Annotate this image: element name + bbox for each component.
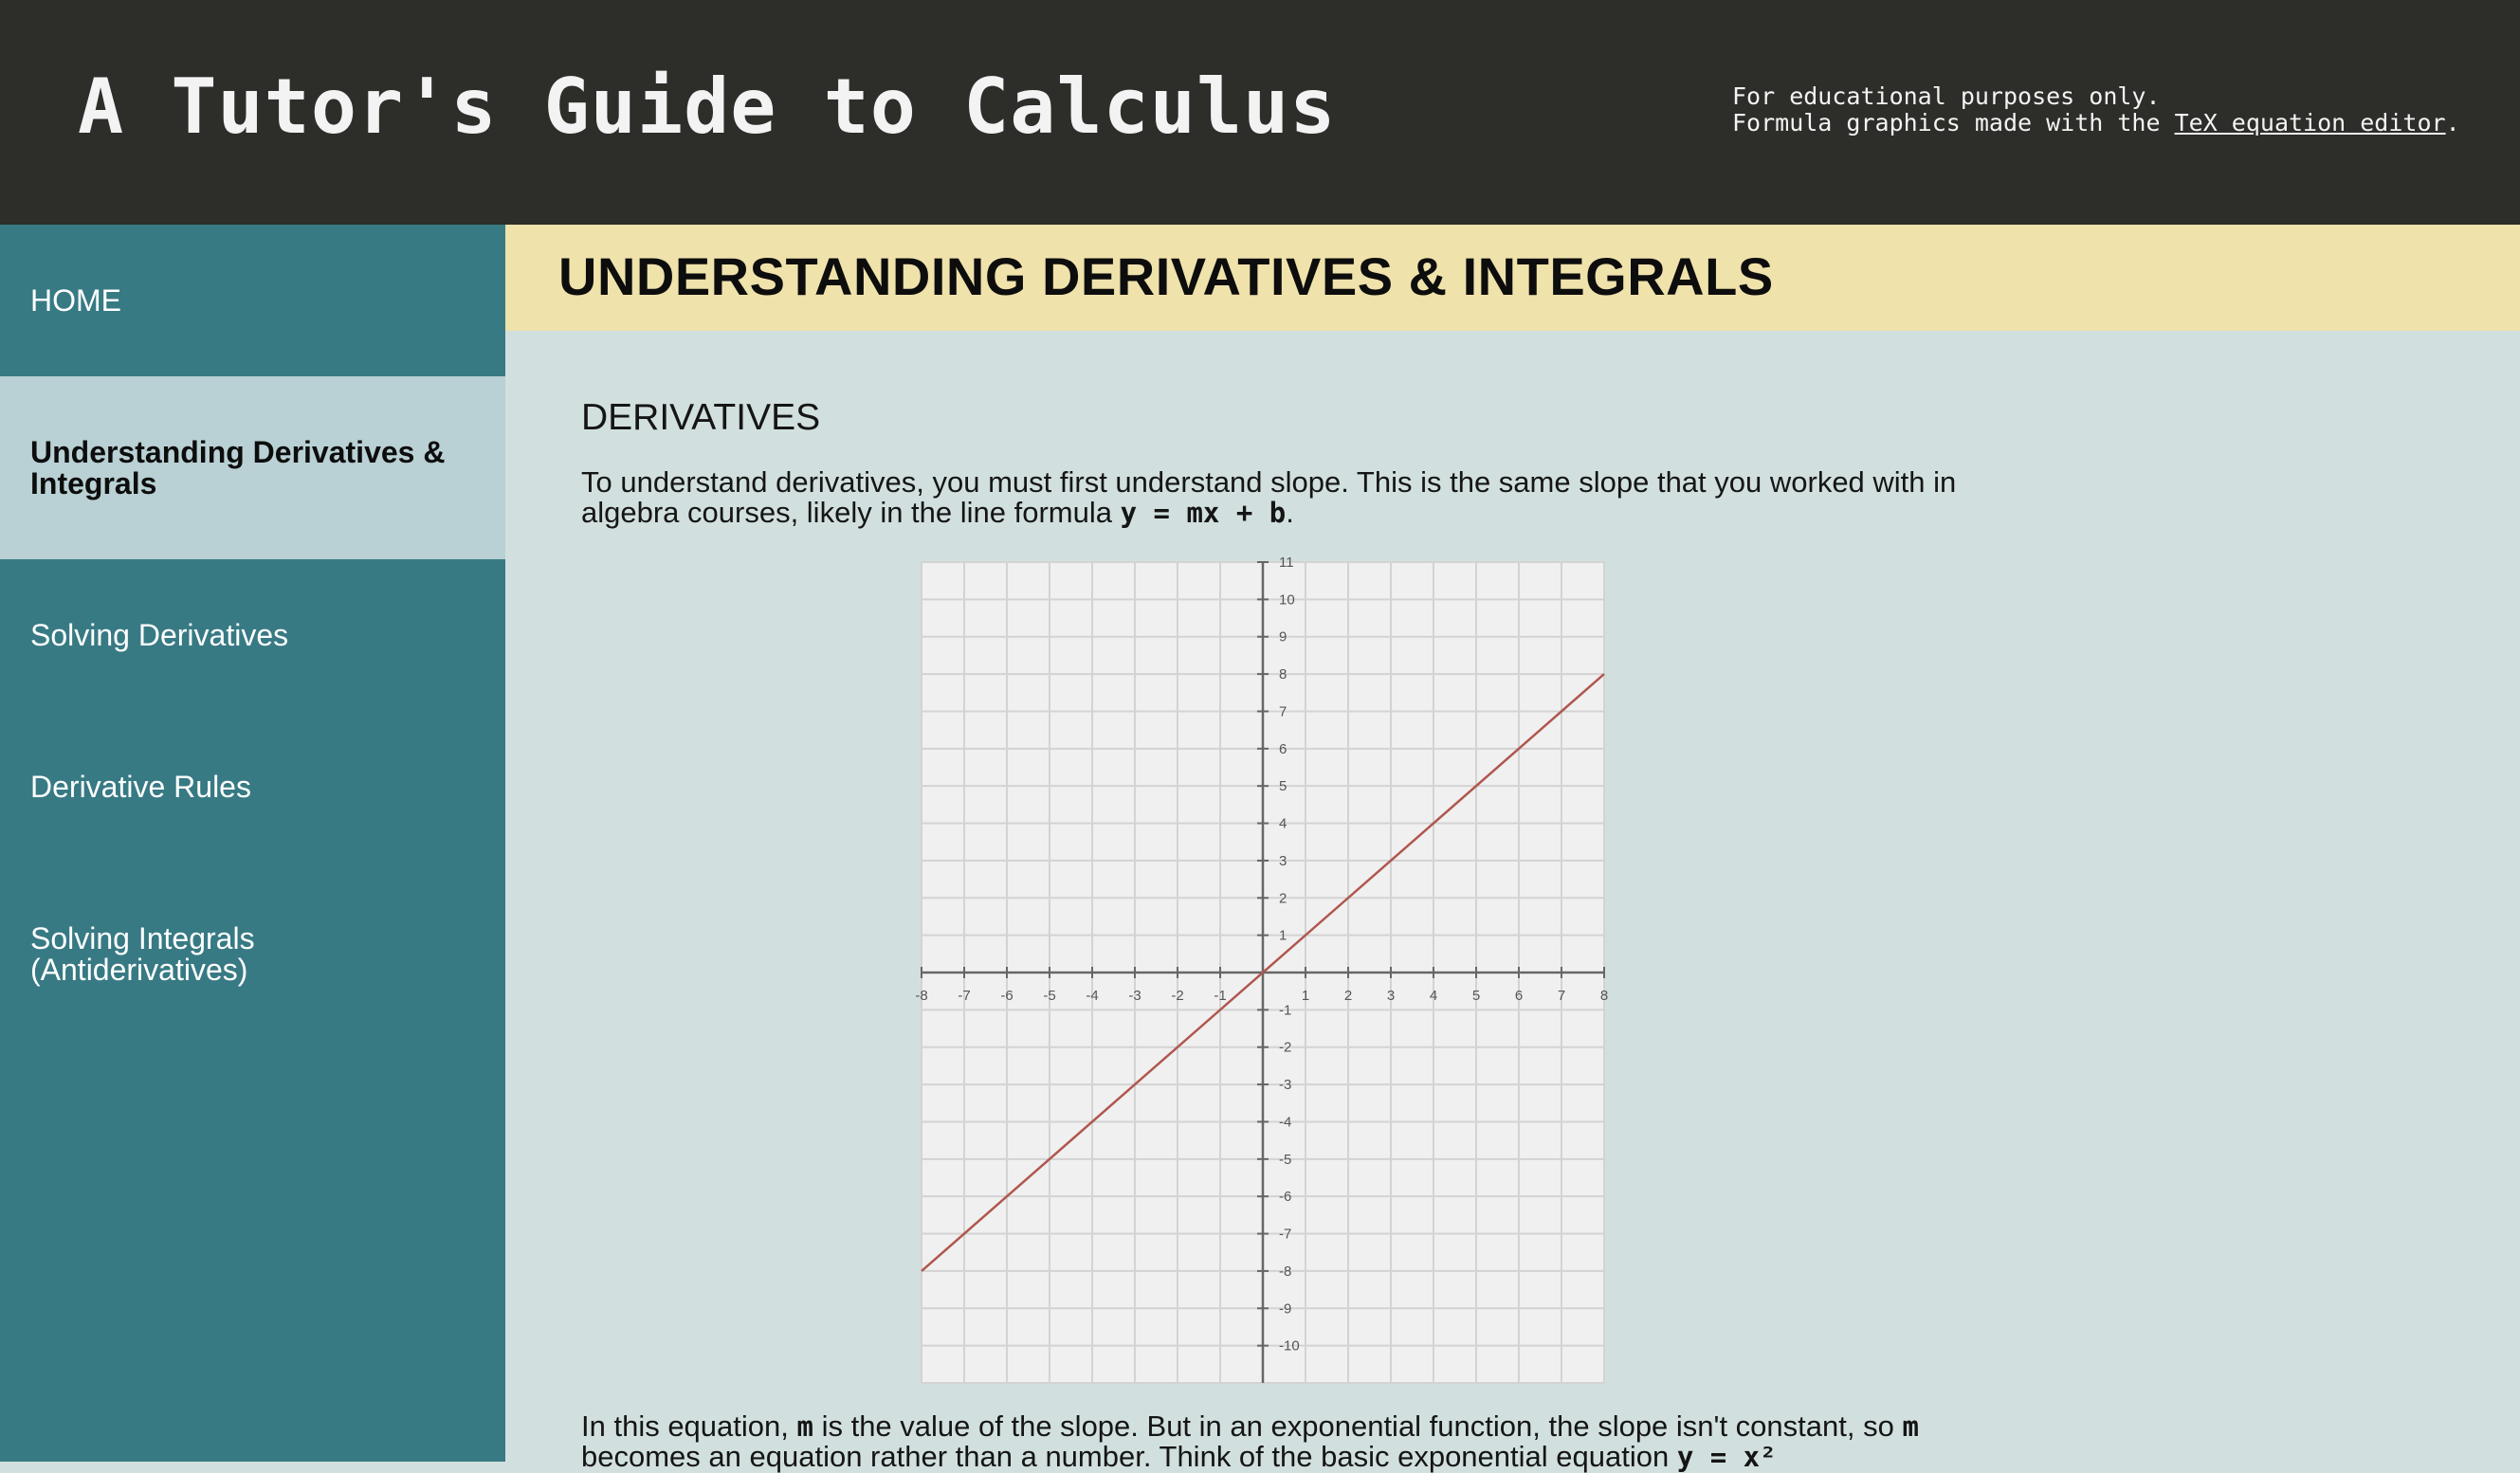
x-tick-label: 5 bbox=[1471, 988, 1481, 1004]
header-note bbox=[1732, 83, 2460, 136]
line-formula: y = mx + b bbox=[1120, 497, 1287, 529]
x-tick-label: 3 bbox=[1386, 988, 1396, 1004]
x-tick-label: 1 bbox=[1301, 988, 1310, 1004]
page-title: UNDERSTANDING DERIVATIVES & INTEGRALS bbox=[558, 246, 1774, 306]
sidebar-item-label: Solving Integrals (Antiderivatives) bbox=[30, 920, 255, 987]
slope-variable-2: m bbox=[1902, 1410, 1919, 1443]
x-tick-label: 6 bbox=[1514, 988, 1524, 1004]
header-note-line2 bbox=[1732, 110, 2460, 136]
sidebar-nav bbox=[0, 225, 505, 1462]
y-tick-label: 4 bbox=[1279, 815, 1287, 832]
sidebar-item-understanding[interactable] bbox=[0, 376, 505, 559]
y-tick-label: 5 bbox=[1279, 778, 1287, 795]
y-tick-label: -10 bbox=[1279, 1337, 1300, 1355]
para2-text-c: becomes an equation rather than a number. Think of the basic exponential equation bbox=[581, 1440, 1677, 1473]
y-tick-label: 7 bbox=[1279, 703, 1287, 720]
sidebar-item-label: Understanding Derivatives & Integrals bbox=[30, 434, 446, 500]
para1-end: . bbox=[1286, 496, 1294, 529]
intro-paragraph bbox=[581, 467, 1965, 528]
sidebar-item-label: HOME bbox=[30, 282, 121, 318]
slope-variable: m bbox=[796, 1410, 813, 1443]
x-tick-label: 2 bbox=[1343, 988, 1353, 1004]
site-title: A Tutor's Guide to Calculus bbox=[78, 63, 1337, 151]
x-tick-label: -8 bbox=[915, 988, 928, 1004]
y-tick-label: -5 bbox=[1279, 1151, 1292, 1168]
y-tick-label: -3 bbox=[1279, 1077, 1292, 1094]
exponential-formula: y = x² bbox=[1676, 1441, 1777, 1473]
sidebar-item-home[interactable] bbox=[0, 225, 505, 376]
sidebar-item-derivative-rules[interactable] bbox=[0, 711, 505, 863]
x-tick-label: -2 bbox=[1171, 988, 1184, 1004]
x-tick-label: -3 bbox=[1128, 988, 1141, 1004]
x-tick-label: -1 bbox=[1214, 988, 1227, 1004]
y-tick-label: 9 bbox=[1279, 628, 1287, 646]
y-tick-label: 10 bbox=[1279, 591, 1295, 609]
header-note-line1: For educational purposes only. bbox=[1732, 82, 2161, 110]
line-graph bbox=[915, 555, 1609, 1383]
tex-editor-link[interactable]: TeX equation editor bbox=[2174, 109, 2446, 136]
y-tick-label: 6 bbox=[1279, 740, 1287, 757]
y-tick-label: -2 bbox=[1279, 1039, 1292, 1056]
y-tick-label: 1 bbox=[1279, 927, 1287, 944]
x-tick-label: 7 bbox=[1557, 988, 1566, 1004]
x-tick-label: -5 bbox=[1043, 988, 1056, 1004]
section-heading: DERIVATIVES bbox=[581, 397, 821, 438]
y-tick-label: 2 bbox=[1279, 890, 1287, 907]
x-tick-label: -7 bbox=[958, 988, 971, 1004]
x-tick-label: 8 bbox=[1599, 988, 1609, 1004]
x-tick-label: 4 bbox=[1429, 988, 1438, 1004]
para1-text: To understand derivatives, you must first understand slope. This is the same slope that you worked with in algebra courses, likely in the line formula bbox=[581, 465, 1957, 529]
para2-text-a: In this equation, bbox=[581, 1409, 797, 1443]
y-tick-label: -4 bbox=[1279, 1114, 1292, 1131]
y-tick-label: 8 bbox=[1279, 666, 1287, 683]
sidebar-item-label: Solving Derivatives bbox=[30, 617, 289, 652]
site-header bbox=[0, 0, 2520, 225]
y-tick-label: -9 bbox=[1279, 1300, 1292, 1318]
y-tick-label: 3 bbox=[1279, 852, 1287, 869]
x-tick-label: -6 bbox=[1000, 988, 1013, 1004]
sidebar-item-solving-derivatives[interactable] bbox=[0, 559, 505, 711]
y-tick-label: -6 bbox=[1279, 1189, 1292, 1206]
y-tick-label: 11 bbox=[1279, 555, 1294, 571]
sidebar-item-solving-integrals[interactable] bbox=[0, 863, 505, 1046]
y-tick-label: -1 bbox=[1279, 1002, 1292, 1019]
sidebar-item-label: Derivative Rules bbox=[30, 769, 251, 804]
y-tick-label: -7 bbox=[1279, 1226, 1292, 1243]
para2-text-b: is the value of the slope. But in an exponential function, the slope isn't constant, so bbox=[813, 1409, 1903, 1443]
x-tick-label: -4 bbox=[1086, 988, 1099, 1004]
header-note-prefix: Formula graphics made with the bbox=[1732, 109, 2175, 136]
y-tick-label: -8 bbox=[1279, 1263, 1292, 1280]
page-banner bbox=[505, 225, 2520, 331]
header-note-suffix: . bbox=[2445, 109, 2460, 136]
slope-paragraph bbox=[581, 1411, 1965, 1472]
